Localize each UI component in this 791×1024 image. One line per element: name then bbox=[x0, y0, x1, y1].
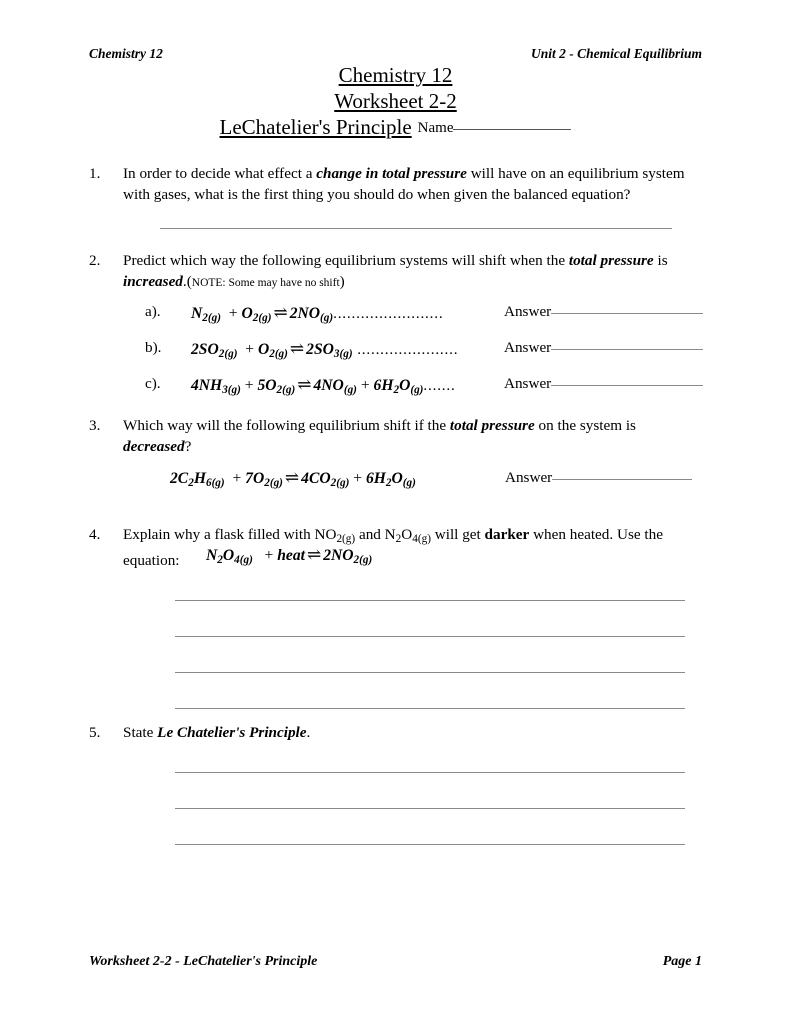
title-principle: LeChatelier's Principle bbox=[219, 115, 412, 139]
dot-leader-2a: ........................ bbox=[333, 305, 444, 322]
equilibrium-arrow-icon: ⇌ bbox=[273, 303, 288, 322]
equation-label-2b: b). bbox=[145, 339, 162, 356]
q1-text-before: In order to decide what effect a bbox=[123, 165, 317, 182]
dot-leader-2c: ....... bbox=[423, 377, 456, 394]
equation-4: $N_2O_{4(g)}$ + heat ⇌ $2NO_{2(g)}$ bbox=[206, 545, 373, 567]
question-2 bbox=[89, 250, 689, 294]
q3-text-mid: on the system is bbox=[534, 417, 636, 434]
question-2-text bbox=[123, 250, 689, 294]
question-1 bbox=[89, 163, 689, 205]
question-3-text bbox=[123, 415, 689, 457]
q4-text-mid-3: will get bbox=[430, 526, 485, 543]
answer-label-2a: Answer bbox=[504, 303, 552, 320]
equation-row-4 bbox=[206, 545, 372, 566]
q1-emphasis: change in total pressure bbox=[316, 165, 467, 182]
q3-emphasis: total pressure bbox=[449, 417, 535, 434]
q2-text-mid: is bbox=[653, 252, 668, 269]
equation-row-2c bbox=[145, 375, 456, 396]
equation-2c: $4NH_{3(g)} + 5O_{2(g)}$ ⇌ $4NO_{(g)} + 6H_2O_{(g)}$ bbox=[191, 375, 424, 397]
q5-emphasis: Le Chatelier's Principle bbox=[157, 724, 307, 741]
equation-2a: $N_{2(g)} + O_{2(g)}$ ⇌ $2NO_{(g)}$ bbox=[191, 303, 334, 325]
page-footer bbox=[89, 954, 702, 970]
running-header bbox=[89, 46, 702, 62]
header-course: Chemistry 12 bbox=[89, 46, 163, 61]
q4-text-after: when heated. Use the equation: bbox=[123, 526, 663, 570]
equilibrium-arrow-icon: ⇌ bbox=[297, 375, 312, 394]
equation-label-2a: a). bbox=[145, 303, 161, 320]
question-5 bbox=[89, 722, 689, 743]
name-label: Name bbox=[417, 120, 454, 136]
question-5-answer-rule-3[interactable] bbox=[175, 844, 685, 845]
q4-text-mid-1: and N bbox=[355, 526, 396, 543]
q1-text-after: will have on an equilibrium system with gases, what is the first thing you should do when given the balanced equation? bbox=[123, 165, 685, 203]
equilibrium-arrow-icon: ⇌ bbox=[289, 339, 305, 358]
name-input-rule[interactable] bbox=[453, 129, 571, 130]
q4-sub-2: 2 bbox=[395, 533, 402, 546]
answer-label-2b: Answer bbox=[504, 339, 552, 356]
question-4-answer-rule-2[interactable] bbox=[175, 636, 685, 637]
q5-text-after: . bbox=[306, 724, 311, 741]
question-5-answer-rule-1[interactable] bbox=[175, 772, 685, 773]
q4-sub-1: 2(g) bbox=[336, 533, 356, 546]
question-1-answer-rule[interactable] bbox=[160, 228, 672, 229]
q2-note: NOTE: Some may have no shift bbox=[191, 277, 340, 289]
answer-rule-2c[interactable] bbox=[551, 385, 703, 386]
q2-text-after: . bbox=[182, 273, 187, 290]
equation-2b: $2SO_{2(g)} + O_{2(g)}$ ⇌ $2SO_{3(g)}$ bbox=[191, 339, 353, 361]
equilibrium-arrow-icon: ⇌ bbox=[306, 545, 322, 564]
title-worksheet: Worksheet 2-2 bbox=[334, 89, 457, 113]
q2-emphasis: total pressure bbox=[568, 252, 654, 269]
q4-text-mid-2: O bbox=[401, 526, 413, 543]
answer-label-2c: Answer bbox=[504, 375, 552, 392]
title-line-1 bbox=[0, 62, 791, 88]
equilibrium-arrow-icon: ⇌ bbox=[284, 468, 300, 487]
question-4-answer-rule-1[interactable] bbox=[175, 600, 685, 601]
q2-note-close-paren: ) bbox=[339, 273, 345, 290]
question-4-answer-rule-3[interactable] bbox=[175, 672, 685, 673]
question-3-number: 3. bbox=[89, 417, 101, 434]
name-field-group bbox=[418, 120, 572, 136]
answer-group-2b bbox=[504, 339, 703, 357]
q2-emphasis-2: increased bbox=[123, 273, 183, 290]
answer-rule-2b[interactable] bbox=[551, 349, 703, 350]
q3-emphasis-2: decreased bbox=[123, 438, 185, 455]
footer-page-number: Page 1 bbox=[662, 954, 702, 969]
q3-text-after: ? bbox=[184, 438, 192, 455]
header-unit: Unit 2 - Chemical Equilibrium bbox=[530, 46, 702, 61]
equation-3: $2C_2H_{6(g)} + 7O_{2(g)}$ ⇌ $4CO_{2(g)} + 6H_2O_{(g)}$ bbox=[170, 468, 416, 490]
question-5-text bbox=[123, 722, 689, 743]
answer-group-3 bbox=[505, 469, 692, 487]
equation-row-2b bbox=[145, 339, 458, 360]
equation-label-2c: c). bbox=[145, 375, 161, 392]
q2-note-open-paren: ( bbox=[186, 273, 192, 290]
title-line-3 bbox=[0, 114, 791, 141]
question-4-answer-rule-4[interactable] bbox=[175, 708, 685, 709]
title-line-2 bbox=[0, 88, 791, 114]
footer-title: Worksheet 2-2 - LeChatelier's Principle bbox=[89, 954, 318, 969]
question-1-text bbox=[123, 163, 689, 205]
q4-emphasis: darker bbox=[484, 526, 530, 543]
q2-text-before: Predict which way the following equilibrium systems will shift when the bbox=[123, 252, 569, 269]
title-block bbox=[0, 62, 791, 141]
equation-row-2a bbox=[145, 303, 443, 324]
title-course: Chemistry 12 bbox=[338, 63, 453, 87]
question-1-number: 1. bbox=[89, 165, 101, 182]
question-3 bbox=[89, 415, 689, 457]
q5-text-before: State bbox=[123, 724, 158, 741]
answer-rule-2a[interactable] bbox=[551, 313, 703, 314]
question-2-number: 2. bbox=[89, 252, 101, 269]
dot-leader-2b: ...................... bbox=[352, 341, 459, 358]
question-5-answer-rule-2[interactable] bbox=[175, 808, 685, 809]
question-5-number: 5. bbox=[89, 724, 101, 741]
answer-label-3: Answer bbox=[505, 469, 553, 486]
q3-text-before: Which way will the following equilibrium shift if the bbox=[123, 417, 450, 434]
q4-text-before: Explain why a flask filled with NO bbox=[123, 526, 337, 543]
equation-row-3 bbox=[170, 468, 416, 489]
answer-group-2a bbox=[504, 303, 703, 321]
question-4 bbox=[89, 524, 689, 571]
question-4-number: 4. bbox=[89, 526, 101, 543]
answer-rule-3[interactable] bbox=[552, 479, 692, 480]
answer-group-2c bbox=[504, 375, 703, 393]
q4-sub-3: 4(g) bbox=[412, 533, 431, 546]
